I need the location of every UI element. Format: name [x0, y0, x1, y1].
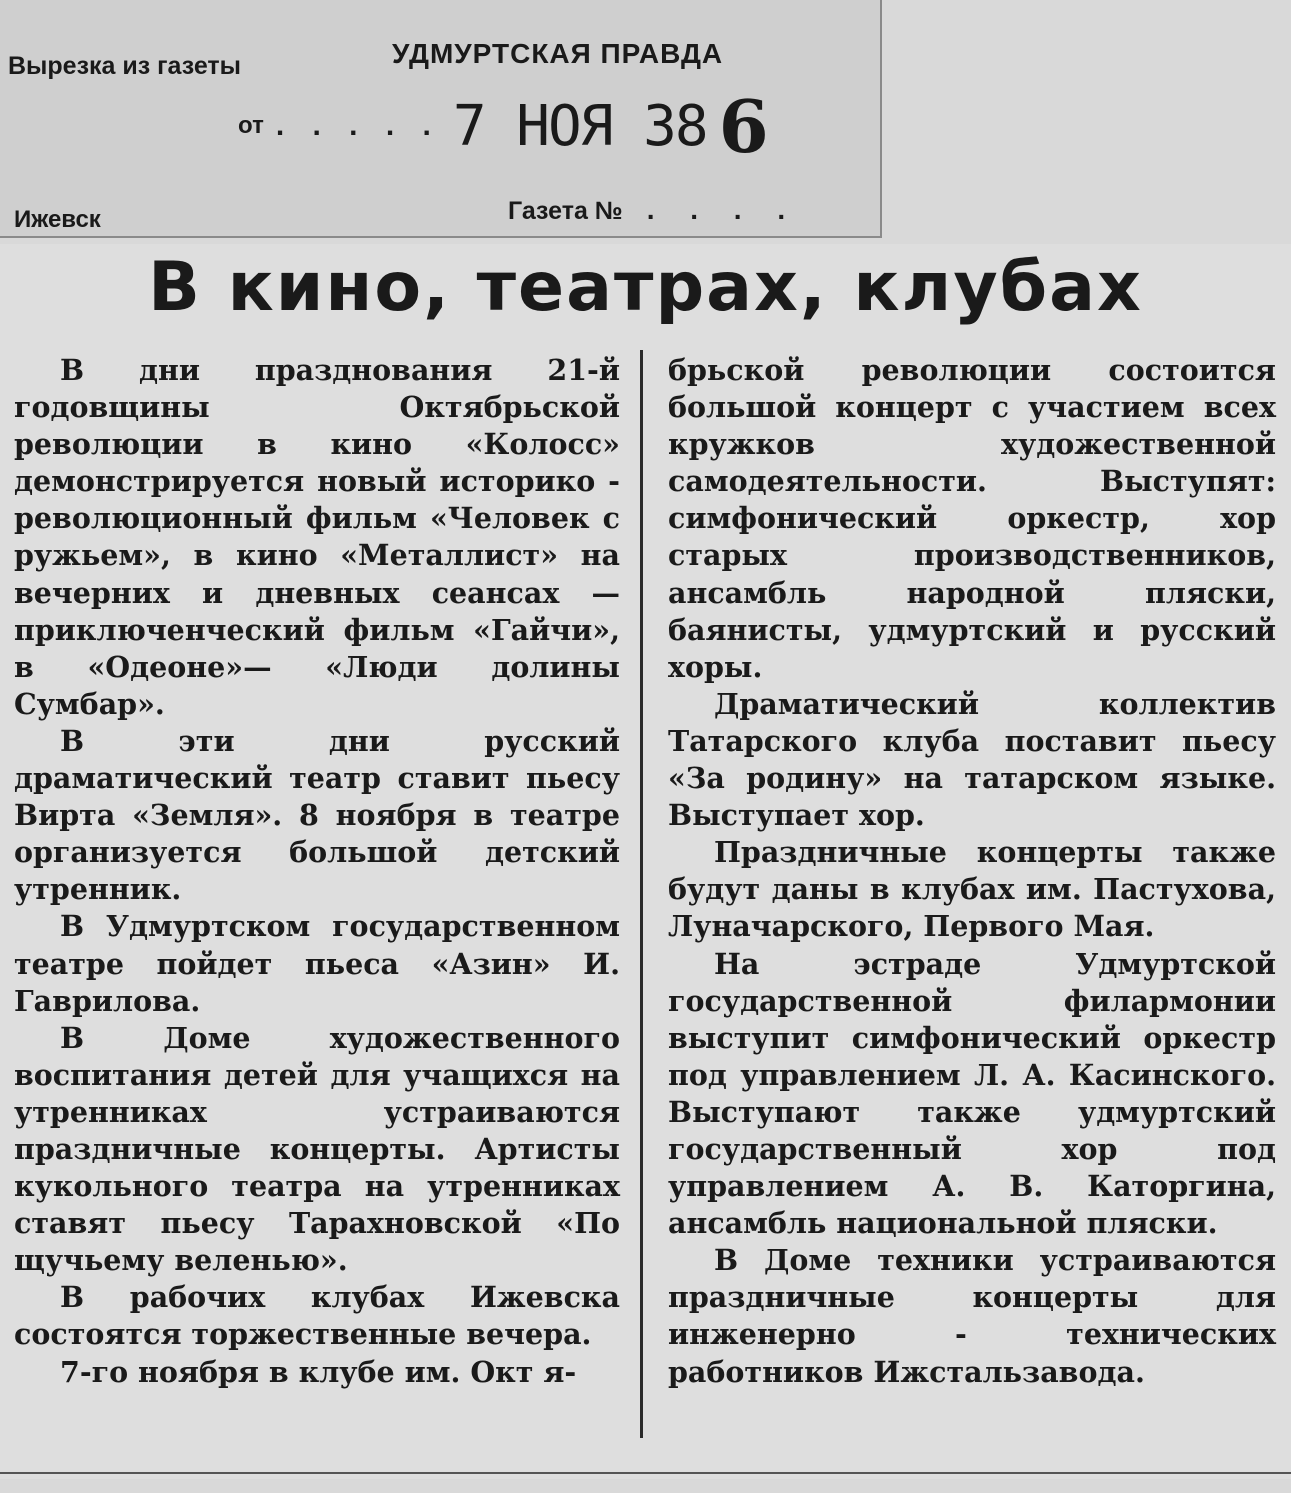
paragraph: В Доме техники устраиваются праздничные концерты для инженерно - технических работников Ижстальзавода. — [668, 1243, 1276, 1389]
paragraph: брьской революции состоится большой концерт с участием всех кружков художественной самодеятельности. Выступят: симфонический оркестр, хор старых производственников, ансамбль народной пляски, баянисты, удмуртский и русский хоры. — [668, 353, 1276, 684]
city-label: Ижевск — [14, 206, 101, 233]
paragraph: Праздничные концерты также будут даны в клубах им. Пастухова, Луначарского, Первого Мая. — [668, 835, 1276, 944]
left-column — [14, 352, 620, 1391]
date-stamp: 7 НОЯ 38 — [452, 93, 707, 159]
paragraph: В дни празднования 21-й годовщины Октябрьской революции в кино «Колосс» демонстрируется новый историко - революционный фильм «Человек с ружьем», в кино «Металлист» на вечерних и дневных сеансах — приключенческий фильм «Гайчи», в «Одеоне»— «Люди долины Сумбар». — [14, 353, 620, 721]
paragraph: 7-го ноября в клубе им. Окт я- — [60, 1354, 577, 1389]
issue-dots: . . . . — [646, 194, 800, 225]
article-headline: В кино, театрах, клубах — [148, 248, 1143, 327]
clipping-stamp — [0, 0, 882, 238]
date-line — [238, 83, 769, 169]
paragraph: В Удмуртском государственном театре пойдет пьеса «Азин» И. Гаврилова. — [14, 909, 620, 1018]
paragraph: На эстраде Удмуртской государственной филармонии выступит симфонический оркестр под управлением Л. А. Касинского. Выступают также удмуртский государственный хор под управлением А. В. Каторгина, ансамбль национальной пляски. — [668, 946, 1276, 1241]
column-divider — [640, 350, 643, 1438]
paragraph: В рабочих клубах Ижевска состоятся торжественные вечера. — [14, 1280, 620, 1352]
clipping-label: Вырезка из газеты — [8, 52, 241, 80]
date-dots: . . . . . — [275, 109, 441, 142]
newspaper-name: УДМУРТСКАЯ ПРАВДА — [392, 38, 724, 69]
article — [0, 244, 1291, 1479]
from-label: от — [238, 112, 264, 139]
right-column — [668, 352, 1276, 1391]
paragraph: Драматический коллектив Татарского клуба поставит пьесу «За родину» на татарском языке. Выступает хор. — [668, 686, 1276, 833]
stamp-mark: 6 — [718, 83, 769, 169]
issue-text: Газета № — [508, 197, 623, 225]
paragraph: В эти дни русский драматический театр ставит пьесу Вирта «Земля». 8 ноября в театре организуется большой детский утренник. — [14, 723, 620, 907]
paragraph: В Доме художественного воспитания детей для учащихся на утренниках устраиваются праздничные концерты. Артисты кукольного театра на утренниках ставят пьесу Тарахновской «По щучьему веленью». — [14, 1020, 620, 1278]
issue-label — [508, 194, 799, 226]
bottom-rule — [0, 1472, 1291, 1474]
